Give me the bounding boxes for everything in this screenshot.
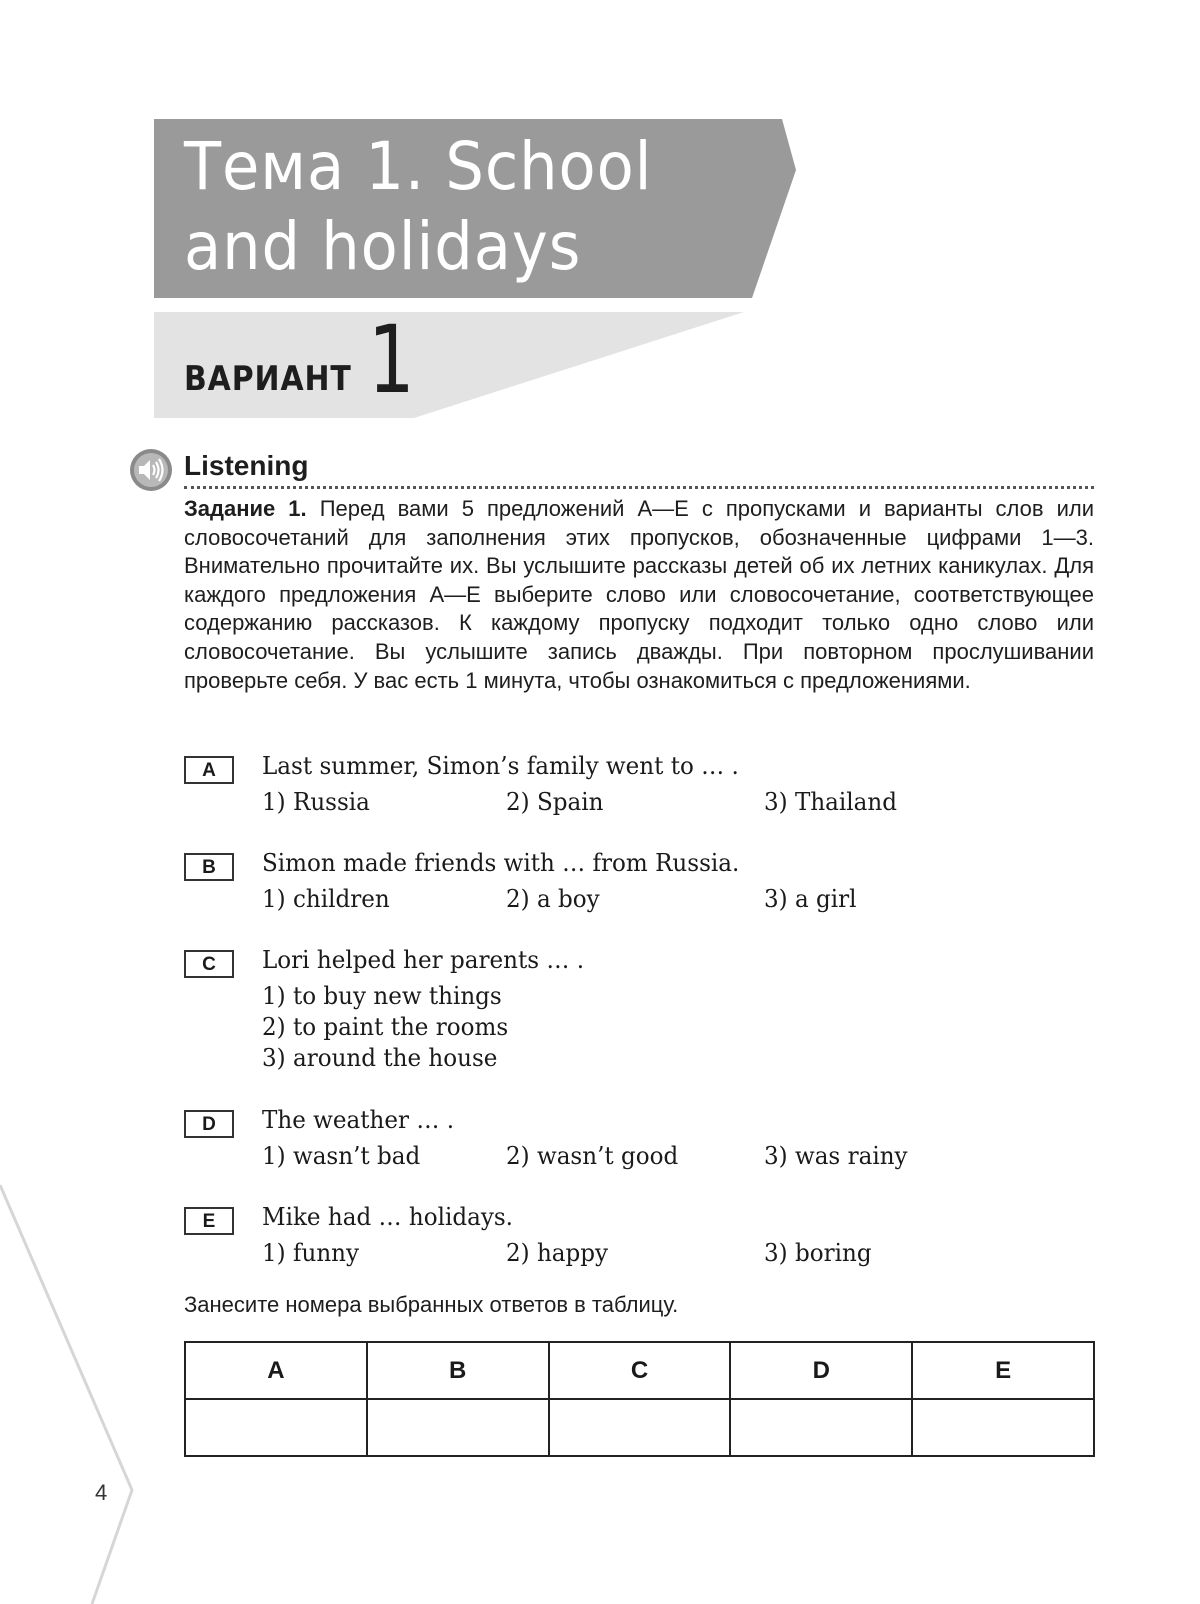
task-instructions (184, 495, 1094, 695)
question-stem: The weather … . (262, 1106, 455, 1134)
answer-header-b: B (367, 1342, 549, 1399)
option-3: 3) boring (764, 1239, 872, 1267)
option-2: 2) a boy (506, 885, 600, 913)
option-2: 2) wasn’t good (506, 1142, 679, 1170)
question-letter-box: D (184, 1110, 234, 1138)
option-1: 1) children (262, 885, 390, 913)
page-number: 4 (95, 1480, 108, 1505)
dotted-divider (184, 486, 1094, 489)
option-3: 3) around the house (262, 1044, 498, 1072)
decorative-chevron-line (0, 0, 140, 1604)
speaker-icon (129, 448, 173, 492)
question-letter-box: B (184, 853, 234, 881)
answer-header-a: A (185, 1342, 367, 1399)
topic-title-line1: Тема 1. School (184, 128, 653, 205)
option-1: 1) funny (262, 1239, 360, 1267)
option-2: 2) Spain (506, 788, 604, 816)
answer-header-e: E (912, 1342, 1094, 1399)
answer-cell-c[interactable] (549, 1399, 731, 1456)
topic-title (184, 127, 699, 287)
question-letter-box: C (184, 950, 234, 978)
topic-banner (154, 119, 796, 298)
answer-table-header-row (185, 1342, 1094, 1399)
task-heading: Задание 1. (184, 496, 307, 521)
variant-number: 1 (368, 306, 415, 415)
task-text: Перед вами 5 предложений А—Е с пропусками и варианты слов или словосочетаний для заполнения этих пропусков, обозначенные цифрами 1—3. Внимательно прочитайте их. Вы услышите рассказы детей об их летних каникулах. Для каждого предложения А—Е выберите слово или словосочетание, соответствующее содержанию рассказов. К каждому пропуску подходит только одно слово или словосочетание. Вы услышите запись дважды. При повторном прослушивании проверьте себя. У вас есть 1 минута, чтобы ознакомиться с предложениями. (184, 496, 1094, 693)
section-title: Listening (184, 450, 309, 481)
option-1: 1) Russia (262, 788, 370, 816)
option-1: 1) wasn’t bad (262, 1142, 421, 1170)
question-letter-box: E (184, 1207, 234, 1235)
question-stem: Mike had … holidays. (262, 1203, 513, 1231)
answer-cell-e[interactable] (912, 1399, 1094, 1456)
answer-header-d: D (730, 1342, 912, 1399)
variant-label: ВАРИАНТ (184, 359, 352, 399)
option-1: 1) to buy new things (262, 982, 502, 1010)
question-stem: Simon made friends with … from Russia. (262, 849, 740, 877)
option-2: 2) to paint the rooms (262, 1013, 509, 1041)
option-3: 3) was rainy (764, 1142, 908, 1170)
question-letter-box: A (184, 756, 234, 784)
option-2: 2) happy (506, 1239, 609, 1267)
answer-cell-a[interactable] (185, 1399, 367, 1456)
answer-table-input-row (185, 1399, 1094, 1456)
table-instruction: Занесите номера выбранных ответов в таблицу. (184, 1292, 679, 1317)
topic-title-line2: and holidays (184, 208, 582, 285)
answer-table (184, 1341, 1095, 1457)
option-3: 3) a girl (764, 885, 857, 913)
option-3: 3) Thailand (764, 788, 897, 816)
answer-header-c: C (549, 1342, 731, 1399)
answer-cell-b[interactable] (367, 1399, 549, 1456)
question-stem: Lori helped her parents … . (262, 946, 585, 974)
variant-banner (154, 306, 744, 418)
question-stem: Last summer, Simon’s family went to … . (262, 752, 739, 780)
answer-cell-d[interactable] (730, 1399, 912, 1456)
